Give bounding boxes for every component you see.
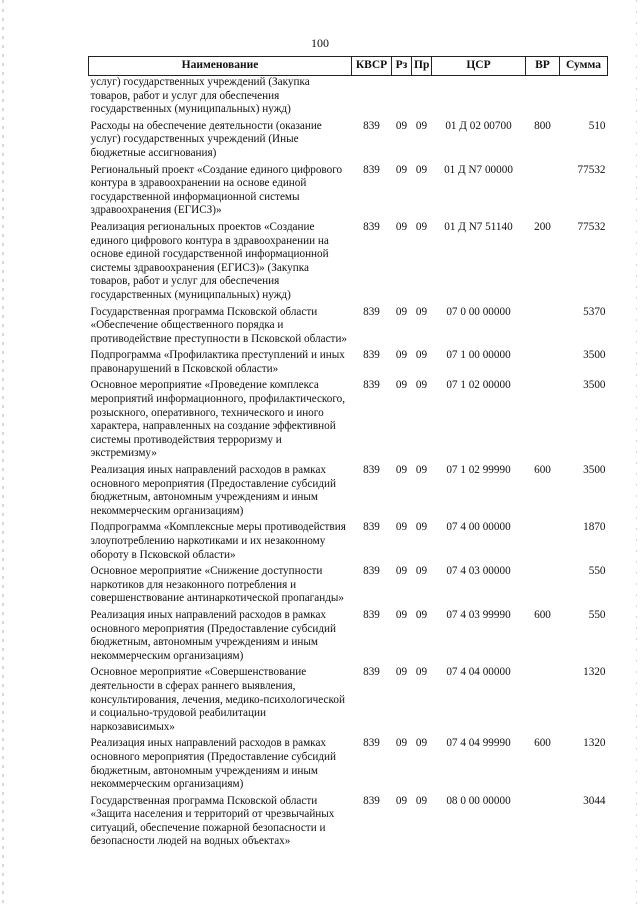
scan-edge-right: [636, 0, 637, 905]
row-sum: 3500: [583, 379, 606, 392]
row-vr: [526, 666, 560, 737]
header-rz: Рз: [392, 57, 412, 76]
row-name: Основное мероприятие «Проведение комплекса мероприятий информационного, профилактического, розыскного, оперативного, технического и иного характера, направленных на создание эффективной системы противодействия терроризму и экстремизму»: [90, 379, 346, 460]
row-kvsr: 839: [363, 305, 380, 318]
row-sum: 3500: [583, 349, 606, 362]
header-csr: ЦСР: [432, 57, 526, 76]
row-sum: 77532: [577, 163, 606, 176]
row-csr: 01 Д N7 00000: [444, 163, 513, 176]
row-pr: 09: [415, 794, 428, 807]
row-vr: [526, 164, 560, 221]
row-csr: 07 4 03 99990: [446, 608, 511, 621]
table-row: [89, 464, 608, 521]
row-name: Реализация иных направлений расходов в рамках основного мероприятия (Предоставление субсидий бюджетным, автономным учреждениям и иным некоммерческим организациям): [90, 608, 336, 662]
row-name: услуг) государственных учреждений (Закупка товаров, работ и услуг для обеспечения государственных (муниципальных) нужд): [90, 76, 310, 116]
row-csr: 01 Д 02 00700: [445, 119, 512, 132]
row-sum: 1320: [583, 666, 606, 679]
row-name: Государственная программа Псковской области «Защита населения и территорий от чрезвычайных ситуаций, обеспечение пожарной безопасности и безопасности людей на водных объектах»: [90, 794, 335, 848]
row-sum: 550: [588, 565, 606, 578]
row-name: Региональный проект «Создание единого цифрового контура в здравоохранении на основе единой государственной информационной системы здравоохранения (ЕГИСЗ)»: [90, 163, 343, 217]
row-csr: [432, 76, 526, 120]
row-vr: [526, 306, 560, 350]
table-row: [89, 164, 608, 221]
row-rz: 09: [395, 163, 408, 176]
row-kvsr: [352, 76, 392, 120]
row-pr: 09: [415, 565, 428, 578]
row-sum: 5370: [583, 305, 606, 318]
row-kvsr: 839: [363, 349, 380, 362]
row-kvsr: 839: [363, 464, 380, 477]
row-csr: 07 4 04 00000: [446, 666, 511, 679]
row-pr: 09: [415, 666, 428, 679]
row-kvsr: 839: [363, 794, 380, 807]
row-sum: 550: [588, 608, 606, 621]
row-csr: 08 0 00 00000: [446, 794, 511, 807]
row-rz: 09: [395, 608, 408, 621]
table-row: [89, 306, 608, 350]
header-pr: Пр: [412, 57, 432, 76]
row-kvsr: 839: [363, 608, 380, 621]
row-name: Реализация иных направлений расходов в рамках основного мероприятия (Предоставление субсидий бюджетным, автономным учреждениям и иным некоммерческим организациям): [90, 464, 336, 517]
row-pr: 09: [415, 379, 428, 392]
row-csr: 07 4 00 00000: [446, 521, 511, 534]
table-row: [89, 666, 608, 737]
row-vr: 600: [534, 608, 551, 621]
row-rz: 09: [395, 379, 408, 392]
table-row: [89, 609, 608, 666]
row-name: Реализация иных направлений расходов в рамках основного мероприятия (Предоставление субсидий бюджетным, автономным учреждениям и иным некоммерческим организациям): [90, 737, 336, 791]
row-sum: [560, 76, 608, 120]
header-sum: Сумма: [560, 57, 608, 76]
row-kvsr: 839: [363, 666, 380, 679]
row-rz: 09: [395, 565, 408, 578]
row-kvsr: 839: [363, 163, 380, 176]
row-sum: 1320: [583, 737, 606, 750]
row-sum: 510: [588, 119, 606, 132]
row-vr: [526, 379, 560, 464]
row-rz: 09: [395, 737, 408, 750]
row-vr: [526, 521, 560, 565]
row-name: Основное мероприятие «Снижение доступности наркотиков для незаконного потребления и совершенствование антинаркотической пропаганды»: [90, 565, 345, 605]
row-rz: 09: [395, 349, 408, 362]
row-kvsr: 839: [363, 521, 380, 534]
row-name: Подпрограмма «Комплексные меры противодействия злоупотреблению наркотиками и их незаконному обороту в Псковской области»: [90, 521, 346, 561]
row-pr: 09: [415, 163, 428, 176]
row-pr: 09: [415, 305, 428, 318]
row-name: Государственная программа Псковской области «Обеспечение общественного порядка и противодействие преступности в Псковской области»: [90, 305, 348, 345]
row-vr: 200: [534, 220, 551, 233]
row-name: Подпрограмма «Профилактика преступлений и иных правонарушений в Псковской области»: [90, 349, 345, 375]
header-kvsr: КВСР: [352, 57, 392, 76]
row-rz: 09: [395, 464, 408, 477]
table-row: [89, 521, 608, 565]
row-vr: [526, 76, 560, 120]
row-rz: 09: [395, 666, 408, 679]
table-row: [89, 120, 608, 164]
row-sum: 77532: [577, 220, 606, 233]
header-vr: ВР: [526, 57, 560, 76]
table-row: [89, 76, 608, 120]
scan-edge-left: [2, 0, 4, 905]
row-csr: 07 1 00 00000: [446, 349, 511, 362]
table-row: [89, 349, 608, 379]
row-name: Реализация региональных проектов «Создание единого цифрового контура в здравоохранении на основе единой государственной информационной системы здравоохранения (ЕГИСЗ)» (Закупка товаров, работ и услуг для обеспечения государственных (муниципальных) нужд): [90, 220, 329, 301]
row-csr: 07 4 03 00000: [446, 565, 511, 578]
row-pr: 09: [415, 464, 428, 477]
row-kvsr: 839: [363, 379, 380, 392]
row-vr: [526, 349, 560, 379]
row-vr: 600: [534, 737, 551, 750]
row-kvsr: 839: [363, 119, 380, 132]
row-csr: 07 0 00 00000: [446, 305, 511, 318]
row-name: Расходы на обеспечение деятельности (оказание услуг) государственных учреждений (Иные бюджетные ассигнования): [90, 119, 322, 159]
table-row: [89, 221, 608, 306]
row-kvsr: 839: [363, 220, 380, 233]
row-csr: 01 Д N7 51140: [444, 220, 513, 233]
row-vr: [526, 565, 560, 609]
table-row: [89, 737, 608, 794]
row-vr: 800: [534, 119, 551, 132]
row-rz: 09: [395, 794, 408, 807]
row-name: Основное мероприятие «Совершенствование деятельности в сферах раннего выявления, консультирования, лечения, медико-психологической и социально-трудовой реабилитации наркозависимых»: [90, 666, 345, 733]
page-number: 100: [311, 36, 329, 50]
table-row: [89, 795, 608, 852]
budget-table: [88, 56, 608, 852]
row-pr: 09: [415, 608, 428, 621]
row-rz: 09: [395, 305, 408, 318]
row-pr: 09: [415, 349, 428, 362]
row-sum: 1870: [583, 521, 606, 534]
table-row: [89, 379, 608, 464]
row-pr: 09: [415, 521, 428, 534]
table-header-row: [89, 57, 608, 76]
row-pr: 09: [415, 220, 428, 233]
row-vr: [526, 795, 560, 852]
row-sum: 3044: [583, 794, 606, 807]
table-row: [89, 565, 608, 609]
row-csr: 07 1 02 00000: [446, 379, 511, 392]
row-kvsr: 839: [363, 565, 380, 578]
row-pr: 09: [415, 737, 428, 750]
row-pr: 09: [415, 119, 428, 132]
row-sum: 3500: [583, 464, 606, 477]
row-rz: [392, 76, 412, 120]
row-csr: 07 4 04 99990: [446, 737, 511, 750]
row-csr: 07 1 02 99990: [446, 464, 511, 477]
header-name: Наименование: [89, 57, 352, 76]
row-vr: 600: [534, 464, 551, 477]
row-rz: 09: [395, 521, 408, 534]
row-pr: [412, 76, 432, 120]
row-rz: 09: [395, 119, 408, 132]
row-rz: 09: [395, 220, 408, 233]
row-kvsr: 839: [363, 737, 380, 750]
